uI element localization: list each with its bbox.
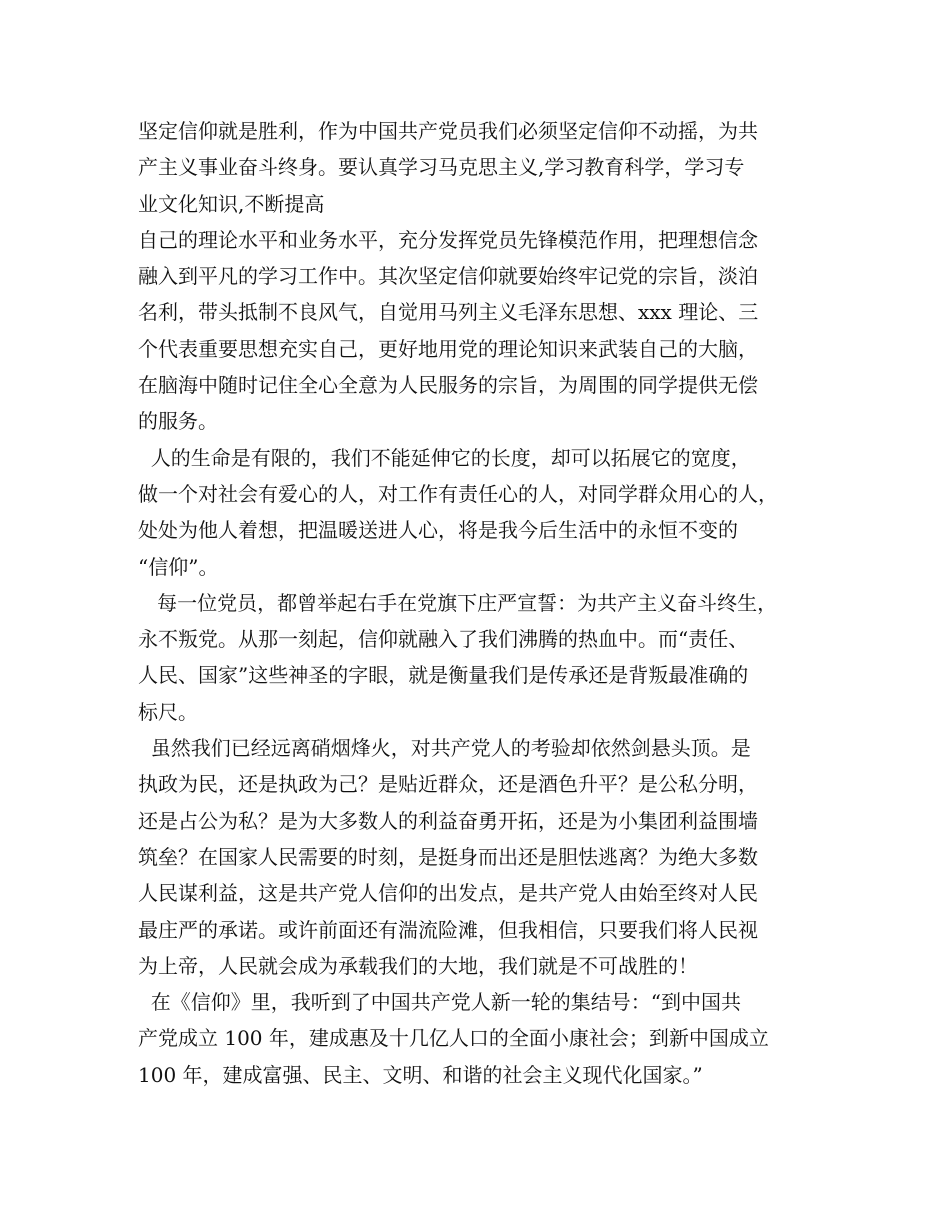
text-line: 执政为民，还是执政为己？是贴近群众，还是酒色升平？是公私分明，	[138, 772, 758, 797]
text-line: 产党成立 100 年，建成惠及十几亿人口的全面小康社会；到新中国成立	[138, 1026, 769, 1051]
text-line: 标尺。	[138, 699, 198, 724]
text-line: 融入到平凡的学习工作中。其次坚定信仰就要始终牢记党的宗旨，淡泊	[138, 264, 758, 289]
text-line: 永不叛党。从那一刻起，信仰就融入了我们沸腾的热血中。而“责任、	[138, 627, 749, 652]
text-line: 每一位党员，都曾举起右手在党旗下庄严宣誓：为共产主义奋斗终生，	[138, 590, 778, 615]
text-line: 业文化知识,不断提高	[138, 191, 325, 216]
text-line: 在脑海中随时记住全心全意为人民服务的宗旨，为周围的同学提供无偿	[138, 373, 758, 398]
text-line: 的服务。	[138, 409, 218, 434]
text-line: 名利，带头抵制不良风气，自觉用马列主义毛泽东思想、xxx 理论、三	[138, 300, 759, 325]
text-line: 筑垒？在国家人民需要的时刻，是挺身而出还是胆怯逃离？为绝大多数	[138, 844, 758, 869]
text-line: “信仰”。	[138, 554, 219, 579]
text-line: 还是占公为私？是为大多数人的利益奋勇开拓，还是为小集团利益围墙	[138, 808, 758, 833]
text-line: 人的生命是有限的，我们不能延伸它的长度，却可以拓展它的宽度，	[138, 445, 751, 470]
text-line: 人民谋利益，这是共产党人信仰的出发点，是共产党人由始至终对人民	[138, 881, 758, 906]
text-line: 人民、国家”这些神圣的字眼，就是衡量我们是传承还是背叛最准确的	[138, 663, 749, 688]
text-line: 产主义事业奋斗终身。要认真学习马克思主义,学习教育科学，学习专	[138, 155, 745, 180]
text-line: 坚定信仰就是胜利，作为中国共产党员我们必须坚定信仰不动摇，为共	[138, 119, 758, 143]
text-line: 最庄严的承诺。或许前面还有湍流险滩，但我相信，只要我们将人民视	[138, 917, 758, 942]
text-line: 虽然我们已经远离硝烟烽火，对共产党人的考验却依然剑悬头顶。是	[138, 736, 751, 761]
text-line: 在《信仰》里，我听到了中国共产党人新一轮的集结号：“到中国共	[138, 990, 741, 1015]
text-line: 为上帝，人民就会成为承载我们的大地，我们就是不可战胜的！	[138, 953, 698, 978]
text-line: 100 年，建成富强、民主、文明、和谐的社会主义现代化国家。”	[138, 1062, 703, 1087]
body-text	[138, 113, 828, 1093]
text-line: 处处为他人着想，把温暖送进人心，将是我今后生活中的永恒不变的	[138, 518, 738, 543]
text-line: 自己的理论水平和业务水平，充分发挥党员先锋模范作用，把理想信念	[138, 227, 758, 252]
text-line: 个代表重要思想充实自己，更好地用党的理论知识来武装自己的大脑，	[138, 336, 758, 361]
text-line: 做一个对社会有爱心的人，对工作有责任心的人，对同学群众用心的人，	[138, 481, 778, 506]
